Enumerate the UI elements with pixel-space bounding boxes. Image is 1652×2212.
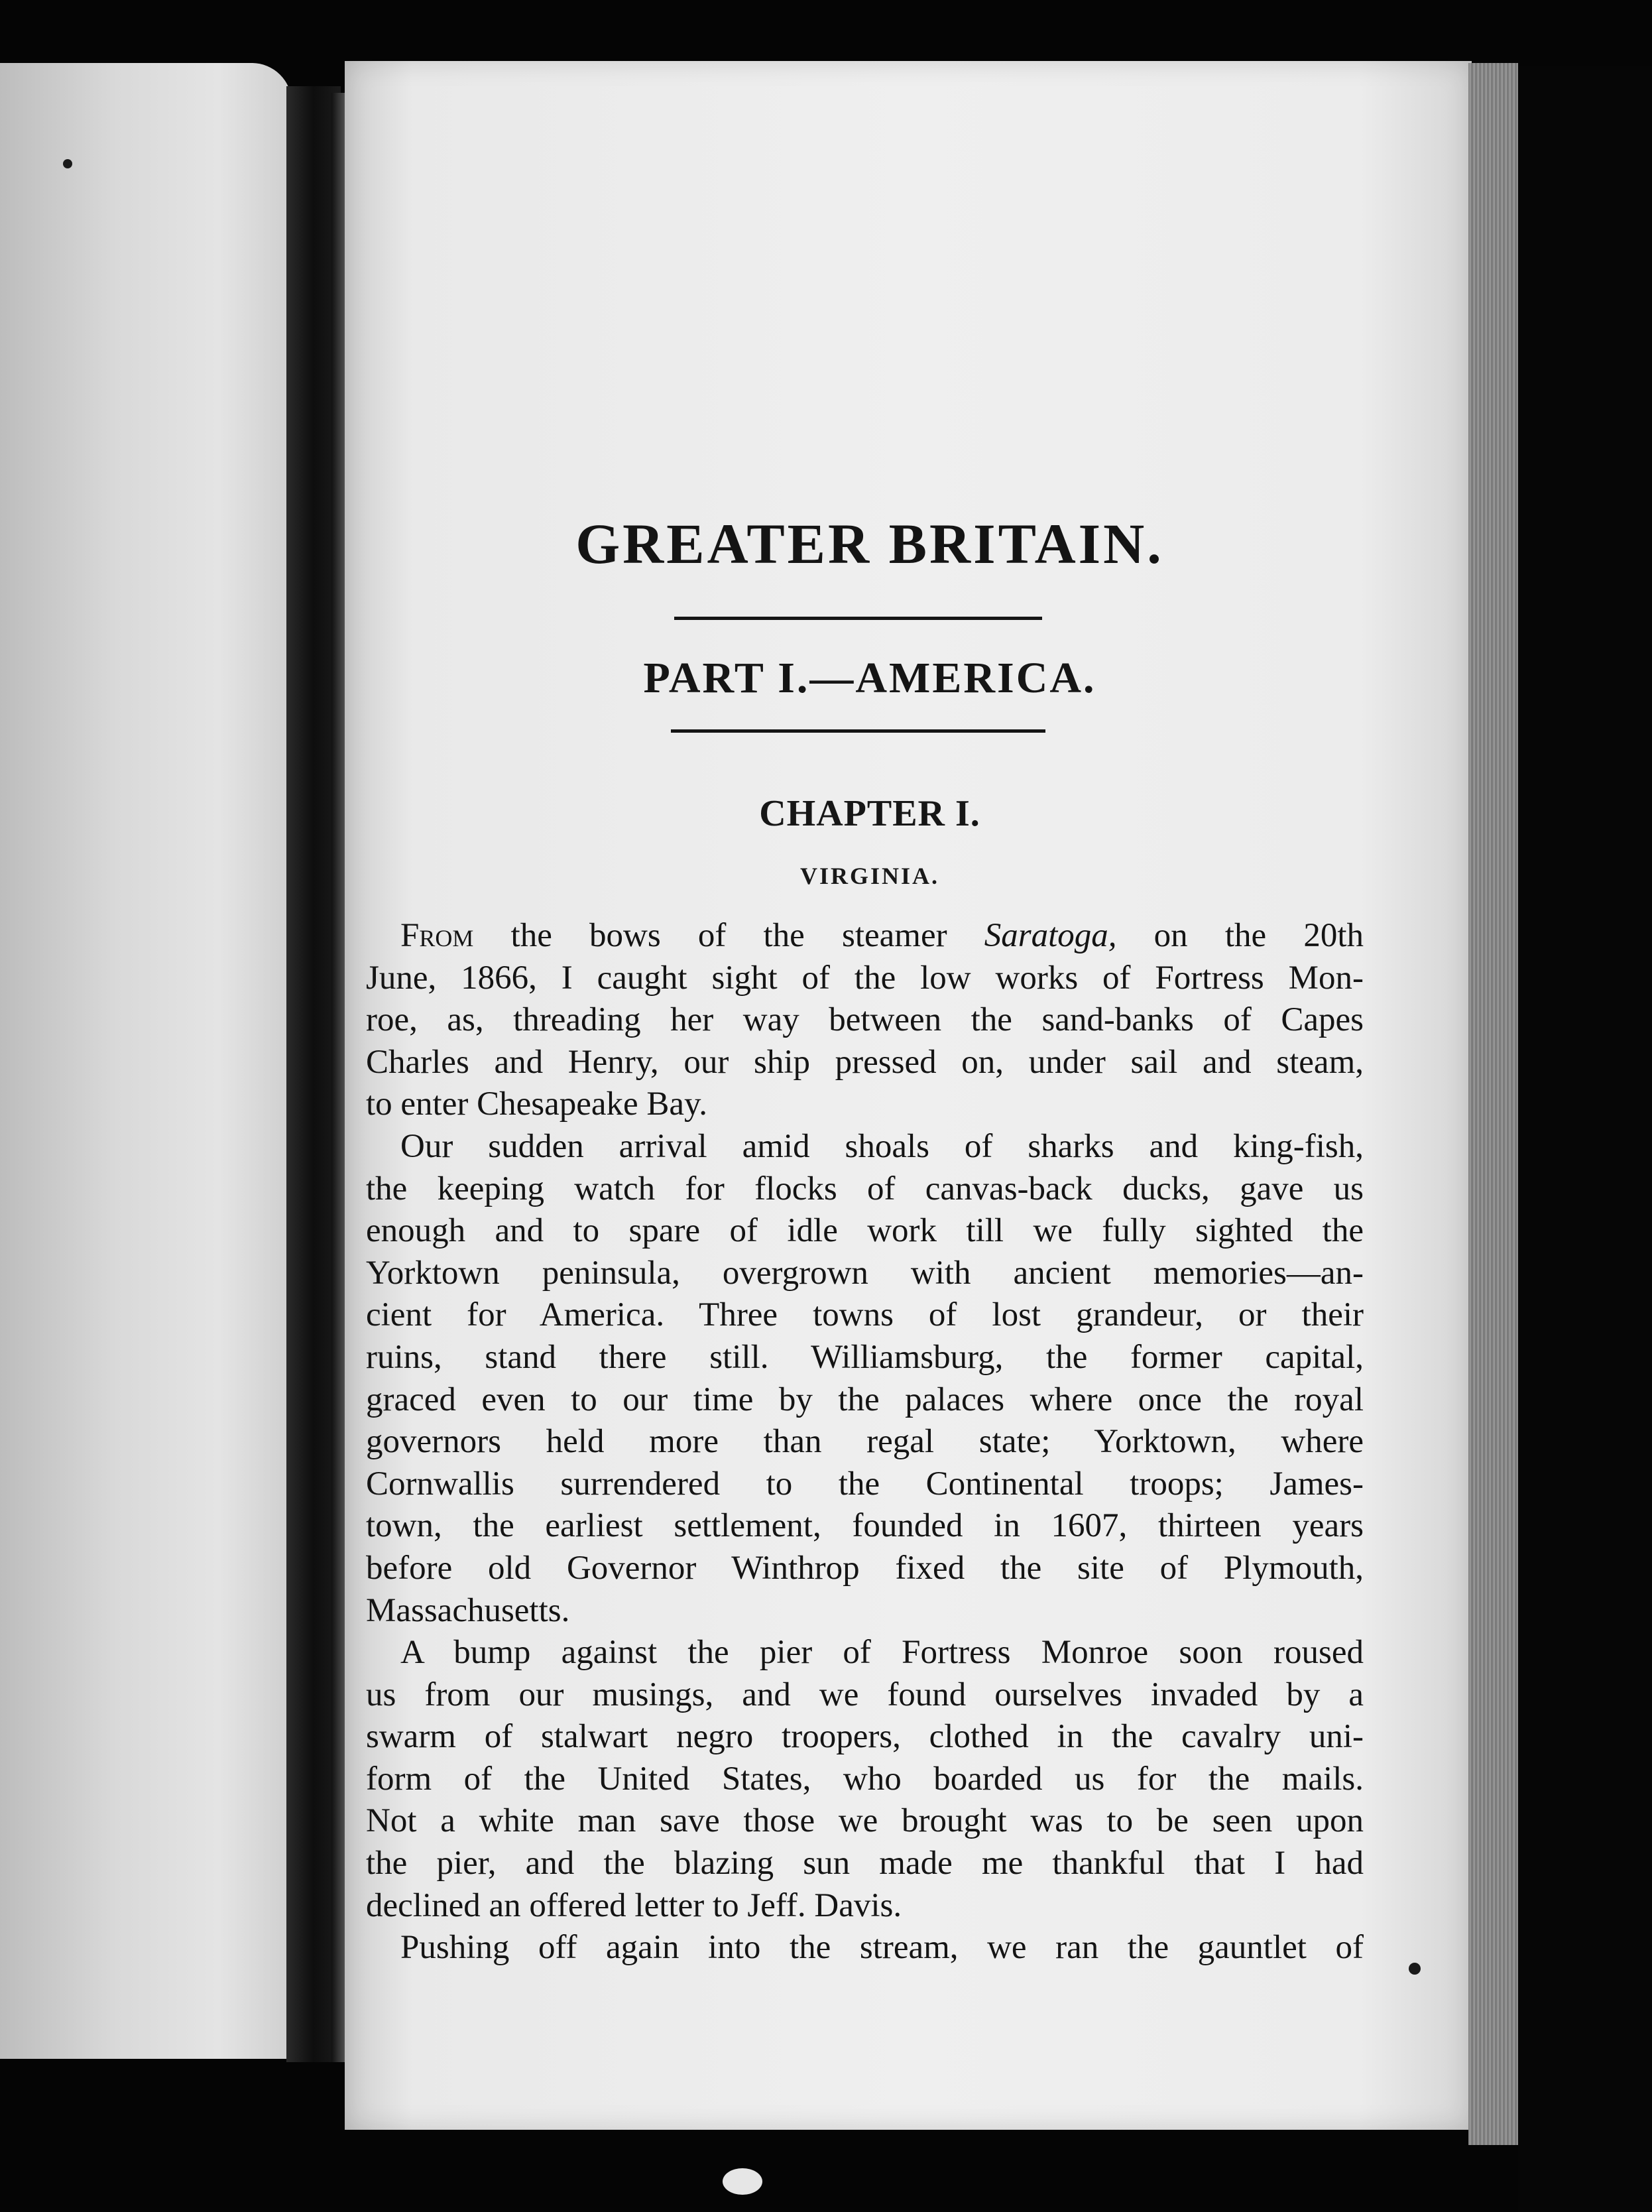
dust-speck bbox=[1409, 1963, 1421, 1975]
text-line: form of the United States, who boarded us for the mails. bbox=[366, 1760, 1364, 1798]
text-line: Pushing off again into the stream, we ran the gauntlet of bbox=[400, 1929, 1364, 1967]
text-line: enough and to spare of idle work till we fully sighted the bbox=[366, 1212, 1364, 1250]
text-line: to enter Chesapeake Bay. bbox=[366, 1085, 707, 1123]
body-text bbox=[366, 915, 1364, 1969]
dust-speck bbox=[723, 2168, 762, 2195]
text-line: ruins, stand there still. Williamsburg, the former capital, bbox=[366, 1338, 1364, 1376]
title-rule bbox=[674, 617, 1042, 620]
text-line: governors held more than regal state; Yorktown, where bbox=[366, 1423, 1364, 1461]
text-line: town, the earliest settlement, founded in 1607, thirteen years bbox=[366, 1507, 1364, 1545]
text-line: Massachusetts. bbox=[366, 1591, 570, 1629]
text-line bbox=[366, 915, 1364, 957]
part-title: PART I.—AMERICA. bbox=[643, 654, 1096, 702]
text-line: before old Governor Winthrop fixed the site of Plymouth, bbox=[366, 1549, 1364, 1587]
chapter-title: CHAPTER I. bbox=[759, 793, 980, 834]
text-line: declined an offered letter to Jeff. Davis. bbox=[366, 1886, 902, 1924]
text-line: Cornwallis surrendered to the Continental troops; James- bbox=[366, 1465, 1364, 1503]
text-line: roe, as, threading her way between the sand-banks of Capes bbox=[366, 1001, 1364, 1039]
text-line: Charles and Henry, our ship pressed on, under sail and steam, bbox=[366, 1043, 1364, 1081]
text-line: cient for America. Three towns of lost grandeur, or their bbox=[366, 1296, 1364, 1334]
lead-word: From bbox=[400, 917, 474, 954]
text-line: June, 1866, I caught sight of the low works of Fortress Mon- bbox=[366, 959, 1364, 997]
line-text: the bows of the steamer bbox=[473, 917, 984, 954]
book-title: GREATER BRITAIN. bbox=[575, 512, 1164, 576]
text-line: A bump against the pier of Fortress Monroe soon roused bbox=[400, 1634, 1364, 1672]
text-line: us from our musings, and we found ourselves invaded by a bbox=[366, 1676, 1364, 1713]
chapter-subtitle: VIRGINIA. bbox=[799, 863, 940, 889]
text-line: swarm of stalwart negro troopers, clothed in the cavalry uni- bbox=[366, 1718, 1364, 1756]
text-line: Not a white man save those we brought was to be seen upon bbox=[366, 1802, 1364, 1840]
text-line: Yorktown peninsula, overgrown with ancient memories—an- bbox=[366, 1254, 1364, 1292]
text-line: the keeping watch for flocks of canvas-back ducks, gave us bbox=[366, 1170, 1364, 1207]
dust-speck bbox=[63, 159, 72, 168]
part-rule bbox=[671, 729, 1045, 733]
ship-name: Saratoga, bbox=[984, 917, 1117, 954]
line-text-tail: on the 20th bbox=[1116, 917, 1364, 954]
text-line: Our sudden arrival amid shoals of sharks and king-fish, bbox=[400, 1127, 1364, 1165]
facing-page-left bbox=[0, 63, 292, 2059]
text-line: the pier, and the blazing sun made me thankful that I had bbox=[366, 1845, 1364, 1882]
scan-background-right bbox=[1518, 66, 1652, 2212]
text-line: graced even to our time by the palaces where once the royal bbox=[366, 1381, 1364, 1418]
page-block-edge bbox=[1468, 63, 1518, 2145]
